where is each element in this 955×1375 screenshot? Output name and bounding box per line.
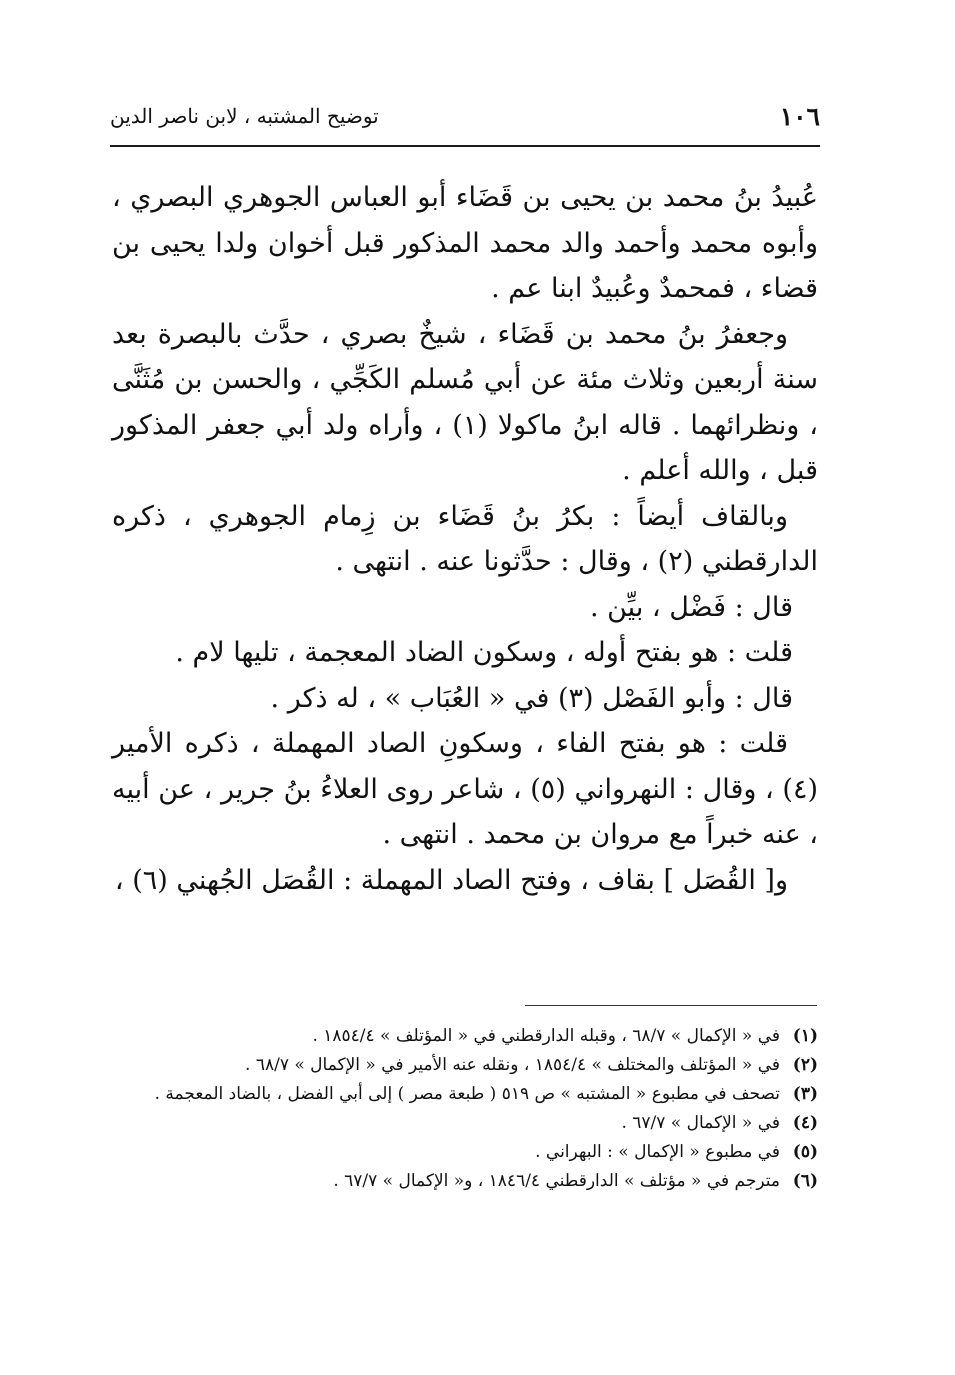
footnote-number: (١) xyxy=(792,1026,818,1046)
paragraph: قال : فَضْل ، بيِّن . xyxy=(589,591,793,623)
page-header xyxy=(110,96,820,136)
footnote xyxy=(112,1138,818,1167)
footnote-text: في « الإكمال » ٦٧/٧ . xyxy=(621,1113,780,1133)
footnote-text: في « الإكمال » ٦٨/٧ ، وقبله الدارقطني في « المؤتلف » ١٨٥٤/٤ . xyxy=(312,1026,780,1046)
running-title: توضيح المشتبه ، لابن ناصر الدين xyxy=(110,104,379,128)
footnote xyxy=(112,1080,818,1109)
main-text xyxy=(112,175,818,903)
footnotes xyxy=(112,1022,818,1196)
footnote-number: (٤) xyxy=(792,1113,818,1133)
footnote xyxy=(112,1109,818,1138)
footnote-number: (٣) xyxy=(792,1084,818,1104)
header-rule xyxy=(110,145,820,147)
footnote-text: في مطبوع « الإكمال » : البهراني . xyxy=(535,1142,780,1162)
page-number: ١٠٦ xyxy=(779,101,820,131)
footnote xyxy=(112,1167,818,1196)
paragraph: قلت : هو بفتح الفاء ، وسكونِ الصاد المهملة ، ذكره الأمير (٤) ، وقال : النهرواني (٥) ، شاعر روى العلاءُ بنُ جرير ، عن أبيه ، عنه خبراً مع مروان بن محمد . انتهى . xyxy=(112,728,819,850)
paragraph: قال : وأبو الفَصْل (٣) في « العُبَاب » ، له ذكر . xyxy=(270,682,793,714)
paragraph: و[ القُصَل ] بقاف ، وفتح الصاد المهملة : القُصَل الجُهني (٦) ، xyxy=(114,864,788,896)
paragraph: وبالقاف أيضاً : بكرُ بنُ قَضَاء بن زِمام الجوهري ، ذكره الدارقطني (٢) ، وقال : حدَّثونا عنه . انتهى . xyxy=(112,500,818,577)
footnote-text: في « المؤتلف والمختلف » ١٨٥٤/٤ ، ونقله عنه الأمير في « الإكمال » ٦٨/٧ . xyxy=(245,1055,780,1075)
paragraph: وجعفرُ بنُ محمد بن قَضَاء ، شيخٌ بصري ، حدَّث بالبصرة بعد سنة أربعين وثلاث مئة عن أبي مُسلم الكَجِّي ، والحسن بن مُثَنَّى ، ونظرائهما . قاله ابنُ ماكولا (١) ، وأراه ولد أبي جعفر المذكور قبل ، والله أعلم . xyxy=(112,318,818,486)
footnote-number: (٢) xyxy=(792,1055,818,1075)
footnote xyxy=(112,1051,818,1080)
footnote-number: (٥) xyxy=(792,1142,818,1162)
footnote-separator xyxy=(525,1005,817,1006)
footnote-text: تصحف في مطبوع « المشتبه » ص ٥١٩ ( طبعة مصر ) إلى أبي الفضل ، بالضاد المعجمة . xyxy=(154,1084,780,1104)
footnote-number: (٦) xyxy=(792,1171,818,1191)
paragraph: عُبيدُ بنُ محمد بن يحيى بن قَضَاء أبو العباس الجوهري البصري ، وأبوه محمد وأحمد والد محمد المذكور قبل أخوان ولدا يحيى بن قضاء ، فمحمدٌ وعُبيدٌ ابنا عم . xyxy=(112,182,818,304)
footnote xyxy=(112,1022,818,1051)
paragraph: قلت : هو بفتح أوله ، وسكون الضاد المعجمة ، تليها لام . xyxy=(175,637,793,668)
footnote-text: مترجم في « مؤتلف » الدارقطني ١٨٤٦/٤ ، و« الإكمال » ٦٧/٧ . xyxy=(333,1171,780,1191)
